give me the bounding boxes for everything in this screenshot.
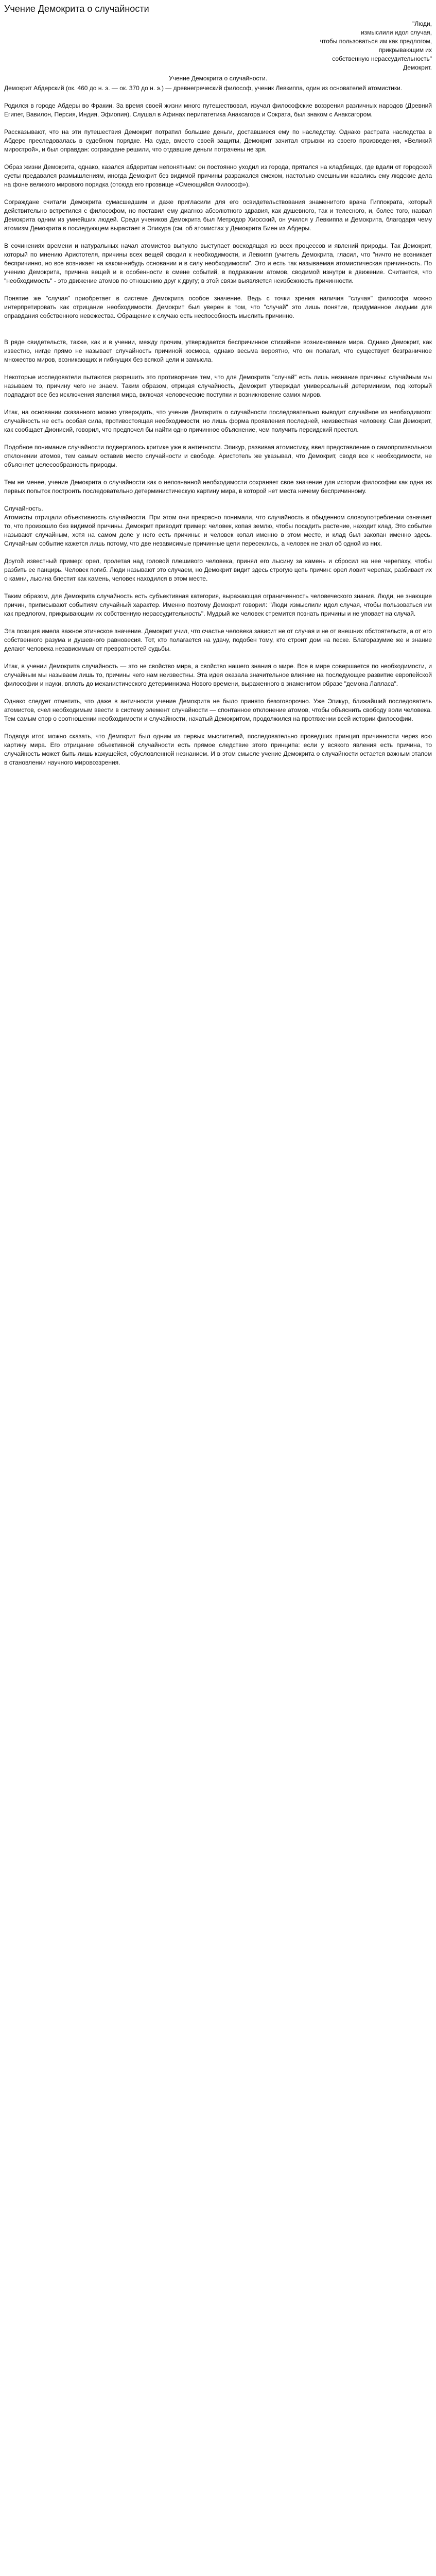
paragraph: Демокрит Абдерский (ок. 460 до н. э. — ок. 370 до н. э.) — древнегреческий философ, ученик Левкиппа, один из основателей атомистики. bbox=[4, 84, 403, 92]
text-part-1 bbox=[4, 84, 432, 320]
paragraph: В ряде свидетельств, также, как и в учении, между прочим, утверждается беспричинное стихийное возникновение мира. Однако Демокрит, как известно, нигде прямо не называет случайность причиной космоса, однако весьма вероятно, что он полагал, что существует безграничное множество миров, возникающих и гибнущих без всякой цели и замысла. bbox=[4, 338, 432, 363]
paragraph: Рассказывают, что на эти путешествия Демокрит потратил большие деньги, доставшиеся ему по наследству. Однако растрата наследства в Абдере преследовалась в судебном порядке. На суде, вместо своей защиты, Демокрит зачитал отрывки из своего произведения, «Великий мирострой», и был оправдан: сограждане решили, что отдавшие деньги потрачены не зря. bbox=[4, 128, 432, 153]
paragraph: Тем не менее, учение Демокрита о случайности как о непознанной необходимости сохраняет свое значение для истории философии как одна из первых попыток построить последовательно детерминистическую картину мира, в которой нет места ничему беспричинному. bbox=[4, 479, 432, 495]
paragraph: Другой известный пример: орел, пролетая над головой плешивого человека, принял его лысину за камень и сбросил на нее черепаху, чтобы разбить ее панцирь. Человек погиб. Люди называют это случаем, но Демокрит видит здесь строгую цепь причин: орел ловит черепах, разбивает их о камни, лысина блестит как камень, человек находился в этом месте. bbox=[4, 557, 432, 582]
paragraph: Сограждане считали Демокрита сумасшедшим и даже пригласили для его освидетельствования знаменитого врача Гиппократа, который действительно встретился с философом, но поставил ему диагноз абсолютного здравия, как душевного, так и телесного, и, более того, назвал Демокрита одним из умнейших людей. Среди учеников Демокрита был Метродор Хиосский, он учился у Левкиппа и Демокрита, благодаря чему атомизм Демокрита в последующем вырастает в Эпикура (см. об атомистах у Демокрита Биен из Абдеры. bbox=[4, 198, 432, 232]
text-part-3 bbox=[4, 504, 432, 767]
paragraph: В сочинениях времени и натуральных начал атомистов выпукло выступает восходящая из всех процессов и явлений природы. Так Демокрит, который по мнению Аристотеля, причины всех вещей сводил к необходимости, и Левкипп (учитель Демокрита, гласил, что "ничто не возникает беспричинно, но все возникает на каком-нибудь основании и в силу необходимости". Это и есть так называемая атомистическая причинность. По учению Демокрита, причина вещей и в особенности в смене событий, в подражании атомов, сводимой изнутри в движение. Считается, что "необходимость" - это движение атомов по отношению друг к другу; в этой связи выявляется неизбежность причинности. bbox=[4, 242, 432, 284]
epigraph-line: чтобы пользоваться им как предлогом, bbox=[320, 38, 432, 45]
text-part-2 bbox=[4, 338, 432, 496]
epigraph-line: измыслили идол случая, bbox=[360, 29, 432, 36]
paragraph: Итак, в учении Демокрита случайность — это не свойство мира, а свойство нашего знания о мире. Все в мире совершается по необходимости, и случайным мы называем лишь то, причины чего нам неизвестны. Эта идея оказала значительное влияние на последующее развитие европейской философии и науки, вплоть до механистического детерминизма Нового времени, выраженного в знаменитом образе "демона Лапласа". bbox=[4, 663, 432, 687]
subsection-heading: Случайность. bbox=[4, 505, 43, 512]
paragraph: Итак, на основании сказанного можно утверждать, что учение Демокрита о случайности последовательно выводит случайное из необходимого: случайность не есть особая сила, противостоящая необходимости, но лишь форма проявления последней, неизвестная человеку. Сам Демокрит, как сообщает Дионисий, говорил, что предпочел бы найти одно причинное объяснение, чем получить персидский престол. bbox=[4, 409, 432, 433]
epigraph-author: Демокрит. bbox=[403, 64, 432, 71]
section-heading: Учение Демокрита о случайности. bbox=[168, 75, 268, 82]
paragraph: Атомисты отрицали объективность случайности. При этом они прекрасно понимали, что случайность в обыденном словоупотреблении означает то, что произошло без видимой причины. Демокрит приводит пример: человек, копая землю, чтобы посадить растение, находит клад. Это событие называют случайным, хотя на самом деле у него есть причины: и человек копал именно в этом месте, и клад был закопан именно здесь. Случайным событие кажется лишь потому, что две независимые причинные цепи пересеклись, а человек не знал об одной из них. bbox=[4, 514, 432, 547]
paragraph: Однако следует отметить, что даже в античности учение Демокрита не было принято безоговорочно. Уже Эпикур, ближайший последователь атомистов, счел необходимым ввести в систему элемент случайности — спонтанное отклонение атомов, чтобы объяснить свободу воли человека. Тем самым спор о соотношении необходимости и случайности, начатый Демокритом, продолжился на протяжении всей истории философии. bbox=[4, 698, 432, 722]
epigraph bbox=[4, 20, 432, 72]
paragraph: Подобное понимание случайности подвергалось критике уже в античности. Эпикур, развивая атомистику, ввел представление о самопроизвольном отклонении атомов, тем самым оставив место случайности и свободе. Аристотель же указывал, что Демокрит, сводя все к необходимости, не объясняет целесообразность природы. bbox=[4, 444, 432, 468]
document-page bbox=[0, 0, 436, 772]
epigraph-line: собственную нерассудительность" bbox=[332, 55, 432, 62]
paragraph: Некоторые исследователи пытаются разрешить это противоречие тем, что для Демокрита "случай" есть лишь незнание причины: случайным мы называем то, причину чего не знаем. Таким образом, отрицая случайность, Демокрит утверждал универсальный детерминизм, под который подпадают все без исключения явления мира, включая человеческие поступки и возникновение самих миров. bbox=[4, 374, 432, 398]
epigraph-line: прикрывающим их bbox=[378, 46, 432, 54]
epigraph-line: "Люди, bbox=[412, 20, 432, 27]
paragraph: Образ жизни Демокрита, однако, казался абдеритам непонятным: он постоянно уходил из города, прятался на кладбищах, где вдали от городской суеты предавался размышлениям, иногда Демокрит без видимой причины разражался смехом, настолько смешными казались ему людские дела на фоне великого мирового порядка (отсюда его прозвище «Смеющийся Философ»). bbox=[4, 163, 432, 188]
paragraph: Эта позиция имела важное этическое значение. Демокрит учил, что счастье человека зависит не от случая и не от внешних обстоятельств, а от его собственного разума и душевного равновесия. Тот, кто полагается на удачу, подобен тому, кто строит дом на песке. Благоразумие же и знание делают человека независимым от превратностей судьбы. bbox=[4, 628, 432, 652]
paragraph: Понятие же "случая" приобретает в системе Демокрита особое значение. Ведь с точки зрения наличия "случая" философа можно интерпретировать как отрицание необходимости. Демокрит был уверен в том, что "случай" это лишь понятие, придуманное людьми для оправдания собственного невежества. Обращение к случаю есть неспособность мыслить причинно. bbox=[4, 295, 432, 319]
document-title: Учение Демокрита о случайности bbox=[4, 4, 149, 14]
paragraph: Таким образом, для Демокрита случайность есть субъективная категория, выражающая ограниченность человеческого знания. Люди, не знающие причин, приписывают событиям случайный характер. Именно поэтому Демокрит говорил: "Люди измыслили идол случая, чтобы пользоваться им как предлогом, прикрывающим их собственную нерассудительность". Мудрый же человек стремится познать причины и не уповает на случай. bbox=[4, 592, 432, 617]
paragraph: Подводя итог, можно сказать, что Демокрит был одним из первых мыслителей, последовательно проведших принцип причинности через всю картину мира. Его отрицание объективной случайности есть прямое следствие этого принципа: если у всякого явления есть причина, то случайность может быть лишь кажущейся, обусловленной незнанием. И в этом смысле учение Демокрита о случайности остается важным этапом в становлении научного мировоззрения. bbox=[4, 733, 432, 766]
paragraph: Родился в городе Абдеры во Фракии. За время своей жизни много путешествовал, изучал философские воззрения различных народов (Древний Египет, Вавилон, Персия, Индия, Эфиопия). Слушал в Афинах перипатетика Анаксагора и Сократа, был знаком с Анаксагором. bbox=[4, 102, 432, 118]
